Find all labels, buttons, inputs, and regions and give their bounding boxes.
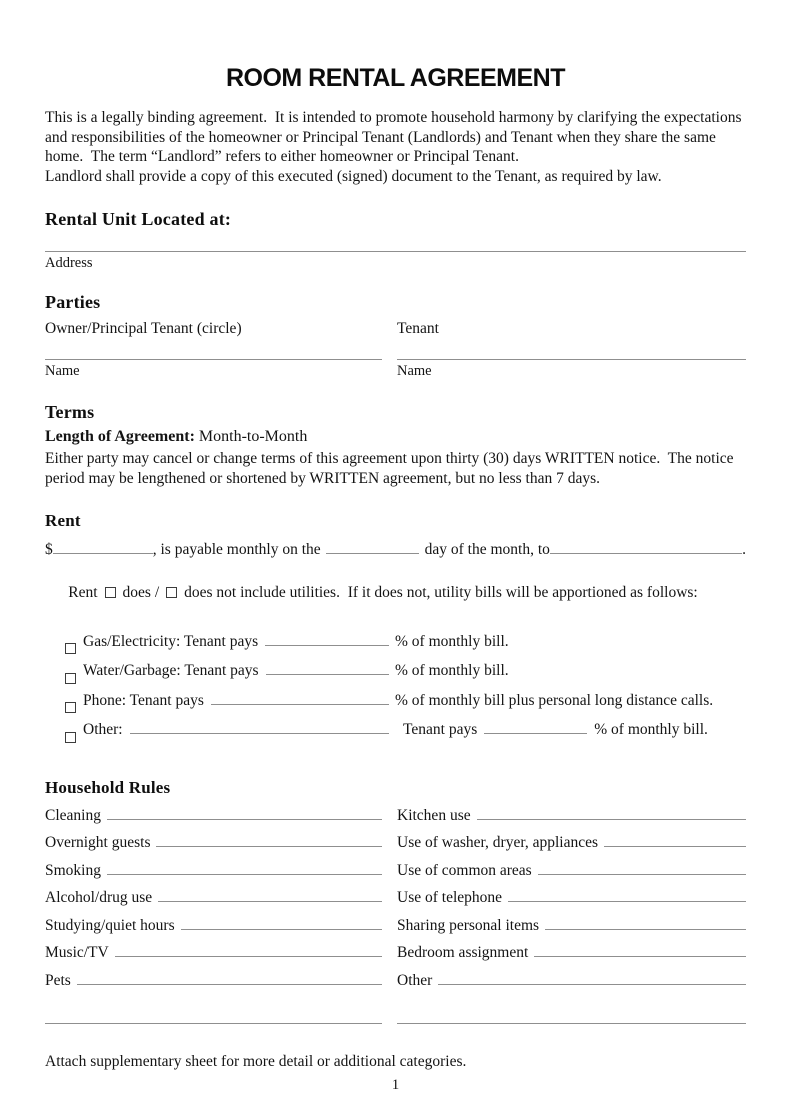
owner-label: Owner/Principal Tenant (circle) bbox=[45, 319, 242, 337]
address-caption: Address bbox=[45, 254, 93, 271]
owner-name-input-line[interactable] bbox=[45, 359, 382, 360]
address-input-line[interactable] bbox=[45, 251, 746, 252]
tenant-name-caption: Name bbox=[397, 362, 432, 379]
phone-label: Phone: Tenant pays bbox=[83, 691, 204, 709]
rent-payee-blank[interactable] bbox=[550, 553, 742, 554]
utility-split-list bbox=[45, 633, 746, 751]
household-row bbox=[45, 889, 746, 917]
rent-does-not-checkbox[interactable] bbox=[166, 587, 177, 598]
rent-day-blank[interactable] bbox=[326, 553, 419, 554]
rent-utilities-prefix: Rent bbox=[68, 583, 98, 601]
rule-blank-bedroom-assignment[interactable] bbox=[534, 956, 746, 957]
rule-blank-cleaning[interactable] bbox=[107, 819, 382, 820]
other-label: Other: bbox=[83, 721, 123, 739]
parties-section bbox=[45, 292, 746, 380]
supplementary-lines-row bbox=[45, 1023, 746, 1051]
utility-row-other bbox=[65, 721, 746, 751]
phone-suffix: % of monthly bill plus personal long distance calls. bbox=[395, 691, 714, 709]
length-of-agreement-label: Length of Agreement: bbox=[45, 427, 195, 445]
utility-row-phone bbox=[65, 692, 746, 722]
household-row bbox=[45, 834, 746, 862]
page-title: ROOM RENTAL AGREEMENT bbox=[225, 64, 566, 92]
gas-label: Gas/Electricity: Tenant pays bbox=[83, 632, 259, 650]
household-rules-heading: Household Rules bbox=[45, 777, 171, 797]
rent-utilities-line bbox=[45, 566, 746, 620]
rent-does-checkbox[interactable] bbox=[105, 587, 116, 598]
gas-checkbox[interactable] bbox=[65, 643, 76, 654]
household-row bbox=[45, 944, 746, 972]
rent-heading: Rent bbox=[45, 510, 81, 530]
rule-label-smoking: Smoking bbox=[45, 861, 101, 879]
rule-label-other: Other bbox=[397, 971, 433, 989]
rule-label-bedroom-assignment: Bedroom assignment bbox=[397, 944, 529, 962]
supplementary-footnote: Attach supplementary sheet for more detail or additional categories. bbox=[45, 1052, 467, 1070]
intro-text-2: Landlord shall provide a copy of this executed (signed) document to the Tenant, as required by law. bbox=[45, 168, 662, 186]
page-number: 1 bbox=[391, 1076, 400, 1093]
rule-blank-kitchen-use[interactable] bbox=[477, 819, 746, 820]
rental-unit-section bbox=[45, 209, 746, 272]
rule-label-alcohol-drug-use: Alcohol/drug use bbox=[45, 889, 153, 907]
phone-checkbox[interactable] bbox=[65, 702, 76, 713]
water-checkbox[interactable] bbox=[65, 673, 76, 684]
rule-label-music-tv: Music/TV bbox=[45, 944, 109, 962]
rule-label-overnight-guests: Overnight guests bbox=[45, 834, 151, 852]
rule-label-washer-dryer: Use of washer, dryer, appliances bbox=[397, 834, 599, 852]
rule-blank-telephone[interactable] bbox=[508, 901, 746, 902]
rent-does-not-label: does not include utilities. If it does not, utility bills will be apportioned as follows: bbox=[184, 583, 698, 601]
phone-percent-blank[interactable] bbox=[211, 704, 389, 705]
rule-blank-studying-quiet-hours[interactable] bbox=[181, 929, 382, 930]
rule-label-studying-quiet-hours: Studying/quiet hours bbox=[45, 916, 175, 934]
other-description-blank[interactable] bbox=[130, 733, 389, 734]
rent-line-period: . bbox=[742, 540, 746, 558]
rent-section bbox=[45, 511, 746, 751]
rent-amount-line bbox=[45, 541, 746, 559]
rent-day-text: day of the month, to bbox=[424, 540, 550, 558]
rule-label-pets: Pets bbox=[45, 971, 71, 989]
rule-blank-overnight-guests[interactable] bbox=[156, 846, 382, 847]
rule-label-cleaning: Cleaning bbox=[45, 806, 101, 824]
rule-label-telephone: Use of telephone bbox=[397, 889, 503, 907]
other-suffix: % of monthly bill. bbox=[594, 721, 708, 739]
tenant-label: Tenant bbox=[397, 319, 439, 337]
rule-label-sharing-personal-items: Sharing personal items bbox=[397, 916, 540, 934]
intro-paragraph bbox=[45, 108, 746, 187]
gas-suffix: % of monthly bill. bbox=[395, 632, 509, 650]
other-checkbox[interactable] bbox=[65, 732, 76, 743]
terms-section bbox=[45, 402, 746, 489]
gas-percent-blank[interactable] bbox=[265, 645, 389, 646]
rental-unit-heading: Rental Unit Located at: bbox=[45, 208, 232, 229]
terms-body: Either party may cancel or change terms of this agreement upon thirty (30) days WRITTEN notice. The notice period may be lengthened or shortened by WRITTEN agreement, but no less than 7 days. bbox=[45, 449, 738, 487]
household-row bbox=[45, 917, 746, 945]
household-row bbox=[45, 862, 746, 890]
rule-label-common-areas: Use of common areas bbox=[397, 861, 532, 879]
rent-payable-text: , is payable monthly on the bbox=[152, 540, 321, 558]
rent-amount-blank[interactable] bbox=[53, 553, 153, 554]
water-label: Water/Garbage: Tenant pays bbox=[83, 662, 259, 680]
utility-row-gas bbox=[65, 633, 746, 663]
water-suffix: % of monthly bill. bbox=[395, 662, 509, 680]
intro-text-1: This is a legally binding agreement. It is intended to promote household harmony by clarifying the expectations and responsibilities of the homeowner or Principal Tenant (Landlords) and Tenant when they share the same home. The term “Landlord” refers to either homeowner or Principal Tenant. bbox=[45, 109, 746, 166]
rule-blank-washer-dryer[interactable] bbox=[604, 846, 746, 847]
rule-label-kitchen-use: Kitchen use bbox=[397, 806, 471, 824]
other-tenant-pays-label: Tenant pays bbox=[403, 721, 478, 739]
rule-blank-other[interactable] bbox=[438, 984, 746, 985]
rule-blank-sharing-personal-items[interactable] bbox=[545, 929, 746, 930]
other-percent-blank[interactable] bbox=[484, 733, 587, 734]
household-row bbox=[45, 972, 746, 1000]
rule-blank-pets[interactable] bbox=[77, 984, 382, 985]
rule-blank-common-areas[interactable] bbox=[538, 874, 746, 875]
utility-row-water bbox=[65, 662, 746, 692]
parties-heading: Parties bbox=[45, 291, 101, 312]
rent-does-label: does / bbox=[122, 583, 160, 601]
household-rules-section bbox=[45, 778, 746, 1071]
length-of-agreement-value: Month-to-Month bbox=[194, 427, 308, 445]
rule-blank-smoking[interactable] bbox=[107, 874, 382, 875]
owner-name-caption: Name bbox=[45, 362, 80, 379]
rule-blank-music-tv[interactable] bbox=[115, 956, 382, 957]
household-row bbox=[45, 807, 746, 835]
terms-heading: Terms bbox=[45, 401, 95, 422]
household-rules-grid bbox=[45, 807, 746, 1000]
dollar-sign: $ bbox=[45, 540, 53, 558]
tenant-name-input-line[interactable] bbox=[397, 359, 746, 360]
water-percent-blank[interactable] bbox=[266, 674, 389, 675]
rule-blank-alcohol-drug-use[interactable] bbox=[158, 901, 382, 902]
